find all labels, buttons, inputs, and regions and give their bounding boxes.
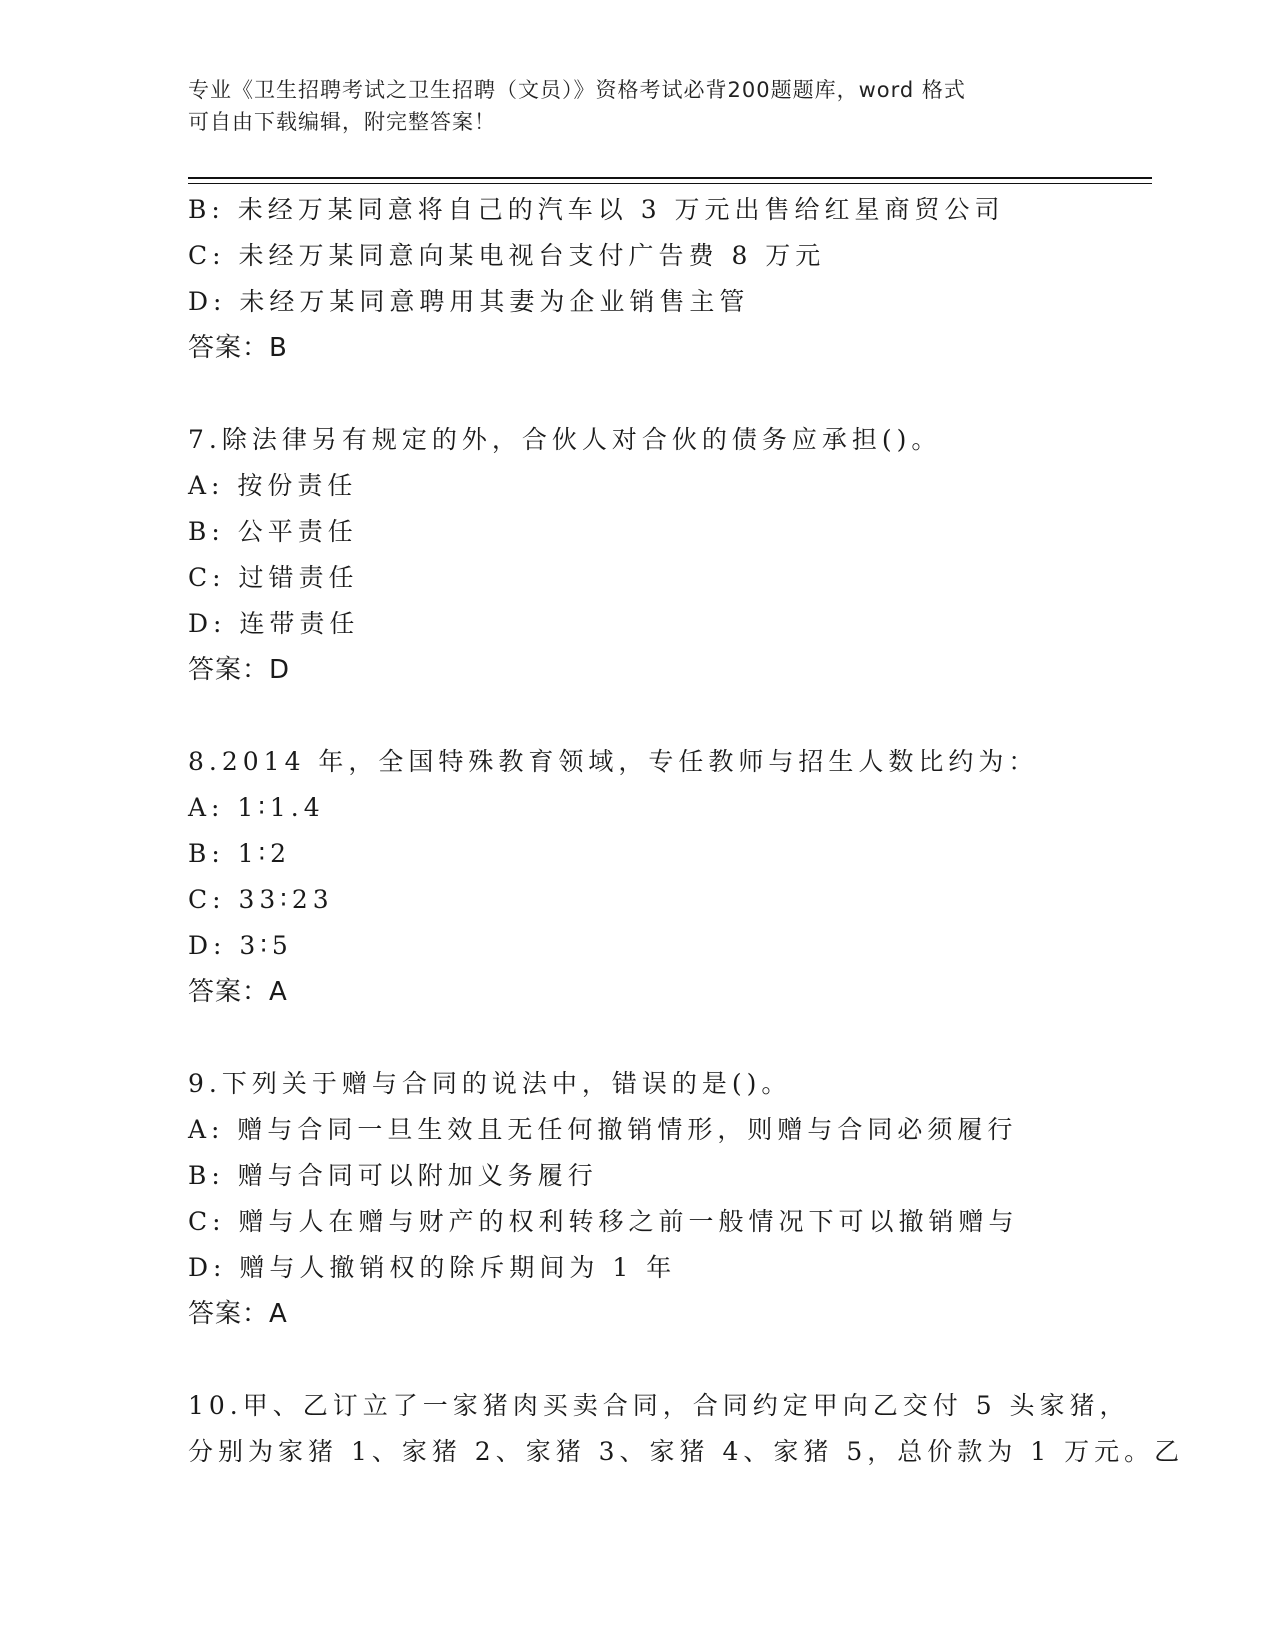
option-b: B: 赠与合同可以附加义务履行 [188,1161,598,1190]
header-title-line-2: 可自由下载编辑，附完整答案！ [188,110,496,134]
option-a: A: 1∶1.4 [188,793,325,822]
option-a: A: 赠与合同一旦生效且无任何撤销情形，则赠与合同必须履行 [188,1115,1018,1144]
option-d: D: 连带责任 [188,609,360,638]
spacer [188,1337,1152,1383]
option-c: C: 未经万某同意向某电视台支付广告费 8 万元 [188,241,826,270]
question-stem: 8.2014 年，全国特殊教育领域，专任教师与招生人数比约为： [188,747,1039,776]
question-7 [188,417,1152,693]
header-divider-thin [188,183,1152,184]
question-8 [188,739,1152,1015]
question-10 [188,1383,1185,1475]
option-b: B: 未经万某同意将自己的汽车以 3 万元出售给红星商贸公司 [188,195,1005,224]
answer-label: 答案：D [188,655,291,685]
option-d: D: 3∶5 [188,931,293,960]
spacer [188,371,1152,417]
option-c: C: 赠与人在赠与财产的权利转移之前一般情况下可以撤销赠与 [188,1207,1019,1236]
option-d: D: 未经万某同意聘用其妻为企业销售主管 [188,287,750,316]
question-stem-line-2: 分别为家猪 1、家猪 2、家猪 3、家猪 4、家猪 5，总价款为 1 万元。乙 [188,1437,1185,1466]
question-list [188,187,1185,1475]
option-d: D: 赠与人撤销权的除斥期间为 1 年 [188,1253,677,1282]
option-c: C: 过错责任 [188,563,359,592]
question-stem: 7.除法律另有规定的外，合伙人对合伙的债务应承担()。 [188,425,942,454]
question-stem: 9.下列关于赠与合同的说法中，错误的是()。 [188,1069,792,1098]
answer-label: 答案：A [188,977,288,1007]
option-b: B: 公平责任 [188,517,358,546]
header-title-line-1: 专业《卫生招聘考试之卫生招聘（文员）》资格考试必背200题题库，word 格式 [188,78,966,102]
answer-label: 答案：B [188,333,288,363]
option-c: C: 33∶23 [188,885,334,914]
question-9 [188,1061,1152,1337]
document-header [188,74,1088,138]
spacer [188,1015,1152,1061]
question-6 [188,187,1152,371]
answer-label: 答案：A [188,1299,288,1329]
question-stem-line-1: 10.甲、乙订立了一家猪肉买卖合同，合同约定甲向乙交付 5 头家猪， [188,1391,1130,1420]
spacer [188,693,1152,739]
option-b: B: 1∶2 [188,839,292,868]
option-a: A: 按份责任 [188,471,358,500]
header-divider-thick [188,177,1152,179]
